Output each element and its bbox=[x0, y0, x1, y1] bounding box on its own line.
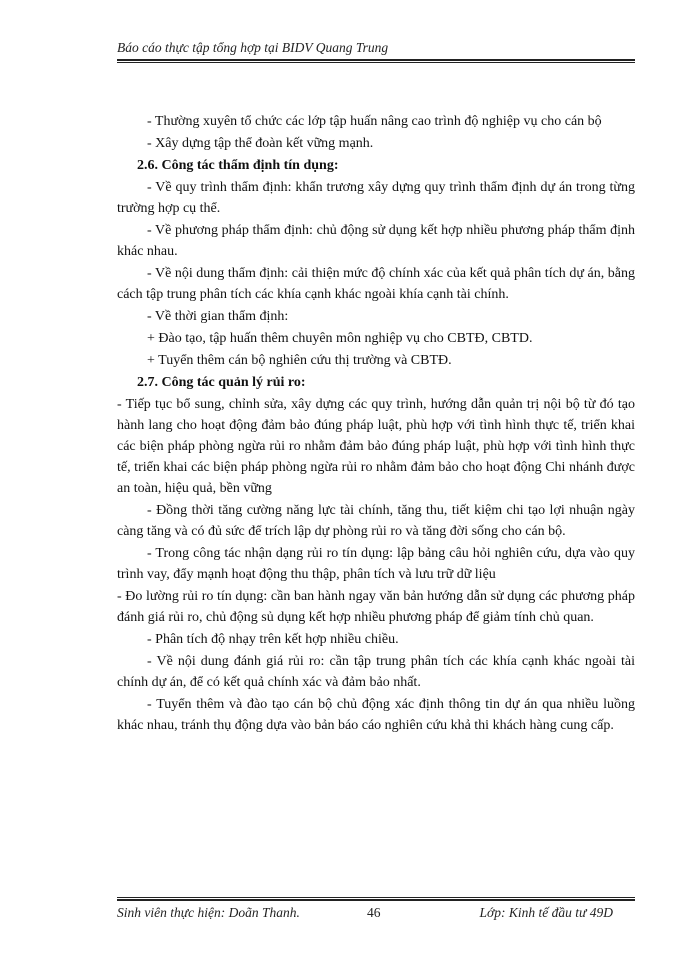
sub-item: + Tuyển thêm cán bộ nghiên cứu thị trường và CBTĐ. bbox=[147, 353, 452, 368]
paragraph: - Phân tích độ nhạy trên kết hợp nhiều chiều. bbox=[147, 632, 399, 647]
footer-class: Lớp: Kinh tế đầu tư 49D bbox=[479, 905, 613, 920]
paragraph: - Đo lường rủi ro tín dụng: cần ban hành ngay văn bản hướng dẫn sử dụng các phương pháp đánh giá rủi ro, chủ động sủ dụng kết hợp nhiều phương pháp để giảm tính chủ quan. bbox=[117, 589, 635, 625]
page-header-title: Báo cáo thực tập tổng hợp tại BIDV Quang Trung bbox=[117, 40, 389, 55]
sub-item: + Đào tạo, tập huấn thêm chuyên môn nghiệp vụ cho CBTĐ, CBTD. bbox=[147, 331, 533, 346]
footer-rule-thin bbox=[117, 897, 635, 898]
page-number: 46 bbox=[367, 905, 381, 920]
paragraph: - Về thời gian thẩm định: bbox=[147, 309, 289, 324]
paragraph: - Xây dựng tập thể đoàn kết vững mạnh. bbox=[147, 136, 374, 151]
page-footer bbox=[117, 905, 635, 925]
paragraph: - Tiếp tục bổ sung, chỉnh sửa, xây dựng các quy trình, hướng dẫn quản trị nội bộ từ đó tạo hành lang cho hoạt động đảm bảo đúng pháp luật, phù hợp với tình hình thực tế, triển khai các biện pháp phòng ngừa rủi ro nhằm đảm bảo đúng pháp luật, phù hợp với tình hình thực tế, triển khai các biện pháp phòng ngừa rủi ro nhằm đảm bảo cho hoạt động Chi nhánh được an toàn, hiệu quả, bền vững bbox=[117, 397, 635, 496]
footer-student: Sinh viên thực hiện: Doãn Thanh. bbox=[117, 905, 300, 920]
paragraph: - Đồng thời tăng cường năng lực tài chính, tăng thu, tiết kiệm chi tạo lợi nhuận ngày càng tăng và có đủ sức để trích lập dự phòng rủi ro và tăng đời sống cho cán bộ. bbox=[117, 503, 635, 539]
paragraph: - Về phương pháp thẩm định: chủ động sử dụng kết hợp nhiều phương pháp thẩm định khác nhau. bbox=[117, 223, 635, 259]
paragraph: - Về nội dung thẩm định: cải thiện mức độ chính xác của kết quả phân tích dự án, bằng cách tập trung phân tích các khía cạnh khác ngoài khía cạnh tài chính. bbox=[117, 266, 635, 302]
section-heading-2-7: 2.7. Công tác quản lý rủi ro: bbox=[137, 375, 306, 390]
paragraph: - Trong công tác nhận dạng rủi ro tín dụng: lập bảng câu hỏi nghiên cứu, dựa vào quy trình vay, đẩy mạnh hoạt động thu thập, phân tích và lưu trữ dữ liệu bbox=[117, 546, 635, 582]
paragraph: - Về quy trình thẩm định: khẩn trương xây dựng quy trình thẩm định dự án trong từng trường hợp cụ thể. bbox=[117, 180, 635, 216]
paragraph: - Về nội dung đánh giá rủi ro: cần tập trung phân tích các khía cạnh khác ngoài tài chính dự án, để có kết quả chính xác và đảm bảo nhất. bbox=[117, 654, 635, 690]
paragraph: - Tuyển thêm và đào tạo cán bộ chủ động xác định thông tin dự án qua nhiều luồng khác nhau, tránh thụ động dựa vào bản báo cáo nghiên cứu khả thi khách hàng cung cấp. bbox=[117, 697, 635, 733]
header-rule bbox=[117, 59, 635, 61]
paragraph: - Thường xuyên tổ chức các lớp tập huấn nâng cao trình độ nghiệp vụ cho cán bộ bbox=[147, 114, 602, 129]
document-body bbox=[117, 111, 635, 737]
header-rule-thin bbox=[117, 62, 635, 63]
section-heading-2-6: 2.6. Công tác thẩm định tín dụng: bbox=[137, 158, 339, 173]
footer-rule bbox=[117, 899, 635, 901]
